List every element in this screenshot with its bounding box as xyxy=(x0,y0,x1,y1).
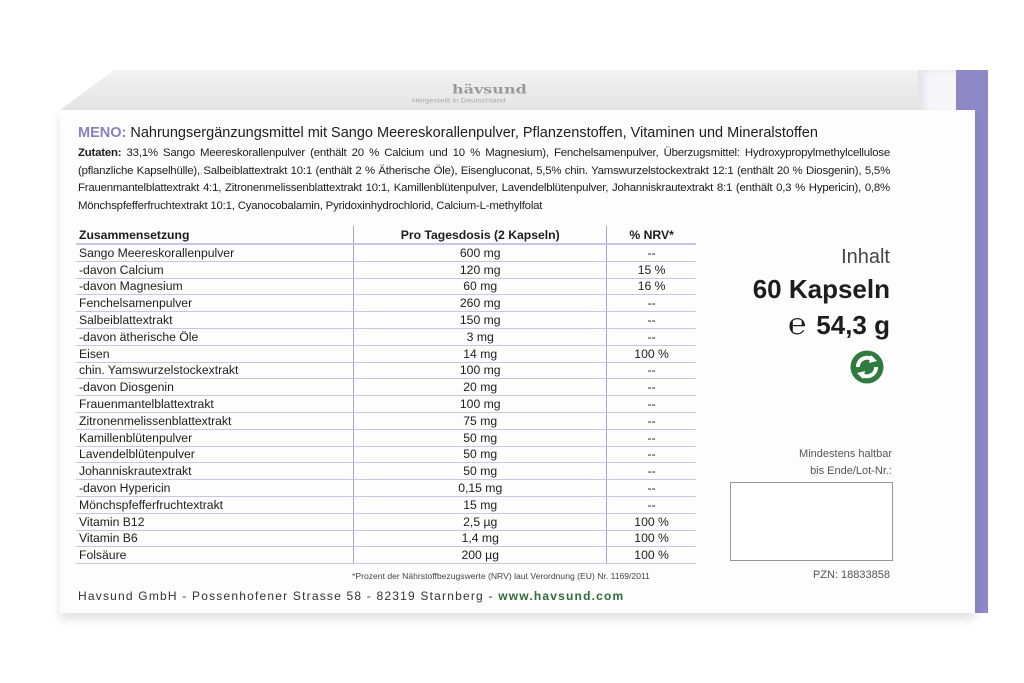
table-row xyxy=(76,379,696,396)
table-header-row xyxy=(76,226,696,244)
capsule-count: 60 Kapseln xyxy=(752,274,890,304)
daily-dose-cell: 120 mg xyxy=(354,261,607,278)
table-row xyxy=(76,312,696,329)
green-dot-recycle-icon xyxy=(850,350,884,384)
header-nrv: % NRV* xyxy=(607,226,696,244)
daily-dose-cell: 75 mg xyxy=(354,412,607,429)
daily-dose-cell: 2,5 µg xyxy=(354,513,607,530)
daily-dose-cell: 20 mg xyxy=(354,379,607,396)
table-row xyxy=(76,463,696,480)
ingredient-name-cell: Frauenmantelblattextrakt xyxy=(76,396,354,413)
ingredient-name-cell: Johanniskrautextrakt xyxy=(76,463,354,480)
daily-dose-cell: 60 mg xyxy=(354,278,607,295)
top-brand-tagline: Hergestellt in Deutschland xyxy=(412,96,506,105)
nrv-cell: -- xyxy=(607,496,696,513)
best-before-line1: Mindestens haltbar xyxy=(799,448,892,460)
ingredient-name-cell: Lavendelblütenpulver xyxy=(76,446,354,463)
table-row xyxy=(76,429,696,446)
content-label: Inhalt xyxy=(841,246,890,268)
daily-dose-cell: 200 µg xyxy=(354,547,607,564)
table-row xyxy=(76,412,696,429)
table-row xyxy=(76,396,696,413)
ingredient-name-cell: Folsäure xyxy=(76,547,354,564)
composition-table xyxy=(76,226,696,564)
company-address: Havsund GmbH - Possenhofener Strasse 58 - 82319 Starnberg - xyxy=(78,589,499,603)
table-row xyxy=(76,480,696,497)
nrv-cell: 100 % xyxy=(607,513,696,530)
nrv-cell: -- xyxy=(607,379,696,396)
daily-dose-cell: 1,4 mg xyxy=(354,530,607,547)
ingredients-label: Zutaten: xyxy=(78,147,122,159)
ingredient-name-cell: Sango Meereskorallenpulver xyxy=(76,244,354,261)
header-daily-dose: Pro Tagesdosis (2 Kapseln) xyxy=(354,226,607,244)
table-row xyxy=(76,295,696,312)
nrv-cell: -- xyxy=(607,480,696,497)
table-row xyxy=(76,446,696,463)
table-row xyxy=(76,530,696,547)
nrv-cell: 15 % xyxy=(607,261,696,278)
best-before-line2: bis Ende/Lot-Nr.: xyxy=(810,465,892,477)
company-website: www.havsund.com xyxy=(498,589,625,603)
table-row xyxy=(76,244,696,261)
nrv-cell: -- xyxy=(607,463,696,480)
ingredient-name-cell: chin. Yamswurzelstockextrakt xyxy=(76,362,354,379)
header-composition: Zusammensetzung xyxy=(76,226,354,244)
daily-dose-cell: 100 mg xyxy=(354,362,607,379)
net-weight-value: 54,3 g xyxy=(816,310,890,340)
daily-dose-cell: 0,15 mg xyxy=(354,480,607,497)
ingredient-name-cell: Zitronenmelissenblattextrakt xyxy=(76,412,354,429)
table-row xyxy=(76,261,696,278)
nrv-cell: 16 % xyxy=(607,278,696,295)
nrv-cell: 100 % xyxy=(607,345,696,362)
nrv-cell: -- xyxy=(607,446,696,463)
pzn-number: PZN: 18833858 xyxy=(812,569,890,581)
table-row xyxy=(76,278,696,295)
lot-number-box xyxy=(730,482,893,561)
nrv-cell: -- xyxy=(607,396,696,413)
daily-dose-cell: 15 mg xyxy=(354,496,607,513)
nrv-cell: 100 % xyxy=(607,547,696,564)
nrv-cell: -- xyxy=(607,312,696,329)
nrv-cell: -- xyxy=(607,412,696,429)
ingredient-name-cell: -davon Hypericin xyxy=(76,480,354,497)
ingredient-name-cell: Eisen xyxy=(76,345,354,362)
ingredient-name-cell: Vitamin B12 xyxy=(76,513,354,530)
top-brand-logo: hävsund xyxy=(452,82,527,97)
nrv-footnote: *Prozent der Nährstoffbezugswerte (NRV) laut Verordnung (EU) Nr. 1169/2011 xyxy=(352,571,650,581)
table-row xyxy=(76,547,696,564)
nrv-cell: -- xyxy=(607,362,696,379)
ingredient-name-cell: Kamillenblütenpulver xyxy=(76,429,354,446)
ingredient-name-cell: -davon Diosgenin xyxy=(76,379,354,396)
daily-dose-cell: 3 mg xyxy=(354,328,607,345)
table-row xyxy=(76,362,696,379)
table-row xyxy=(76,513,696,530)
ingredient-name-cell: -davon ätherische Öle xyxy=(76,328,354,345)
daily-dose-cell: 100 mg xyxy=(354,396,607,413)
daily-dose-cell: 150 mg xyxy=(354,312,607,329)
daily-dose-cell: 50 mg xyxy=(354,463,607,480)
table-row xyxy=(76,496,696,513)
ingredients-list: 33,1% Sango Meereskorallenpulver (enthält 20 % Calcium und 10 % Magnesium), Fenchelsamenpulver, Überzugsmittel: Hydroxypropylmethylcellulose (pflanzliche Kapselhülle), Salbeiblattextrakt 10:1 (enthält 2 % Ätherische Öle), Eisengluconat, 5,5% chin. Yamswurzelstockextrakt 12:1 (enthält 20 % Diosgenin), 5,5% Frauenmantelblattextrakt 4:1, Zitronenmelissenblattextrakt 10:1, Kamillenblütenpulver, Lavendelblütenpulver, Johanniskrautextrakt 8:1 (enthält 0,3 % Hypericin), 0,8% Mönchspfefferfruchtextrakt 10:1, Cyanocobalamin, Pyridoxinhydrochlorid, Calcium-L-methylfolat xyxy=(78,147,890,212)
ingredient-name-cell: Fenchelsamenpulver xyxy=(76,295,354,312)
nrv-cell: 100 % xyxy=(607,530,696,547)
net-weight xyxy=(700,308,890,342)
ingredient-name-cell: Mönchspfefferfruchtextrakt xyxy=(76,496,354,513)
estimated-sign: ℮ xyxy=(788,308,807,341)
product-title-line xyxy=(78,125,818,141)
ingredient-name-cell: Vitamin B6 xyxy=(76,530,354,547)
nrv-cell: -- xyxy=(607,244,696,261)
nrv-cell: -- xyxy=(607,429,696,446)
daily-dose-cell: 14 mg xyxy=(354,345,607,362)
company-address-line xyxy=(78,589,624,603)
ingredient-name-cell: -davon Magnesium xyxy=(76,278,354,295)
table-row xyxy=(76,328,696,345)
nrv-cell: -- xyxy=(607,328,696,345)
best-before-text xyxy=(730,446,892,480)
ingredient-name-cell: -davon Calcium xyxy=(76,261,354,278)
daily-dose-cell: 50 mg xyxy=(354,429,607,446)
daily-dose-cell: 600 mg xyxy=(354,244,607,261)
ingredients-text xyxy=(78,145,890,215)
daily-dose-cell: 50 mg xyxy=(354,446,607,463)
nrv-cell: -- xyxy=(607,295,696,312)
product-description: Nahrungsergänzungsmittel mit Sango Meereskorallenpulver, Pflanzenstoffen, Vitaminen und Mineralstoffen xyxy=(130,125,818,141)
daily-dose-cell: 260 mg xyxy=(354,295,607,312)
table-row xyxy=(76,345,696,362)
ingredient-name-cell: Salbeiblattextrakt xyxy=(76,312,354,329)
product-name: MENO: xyxy=(78,125,127,141)
